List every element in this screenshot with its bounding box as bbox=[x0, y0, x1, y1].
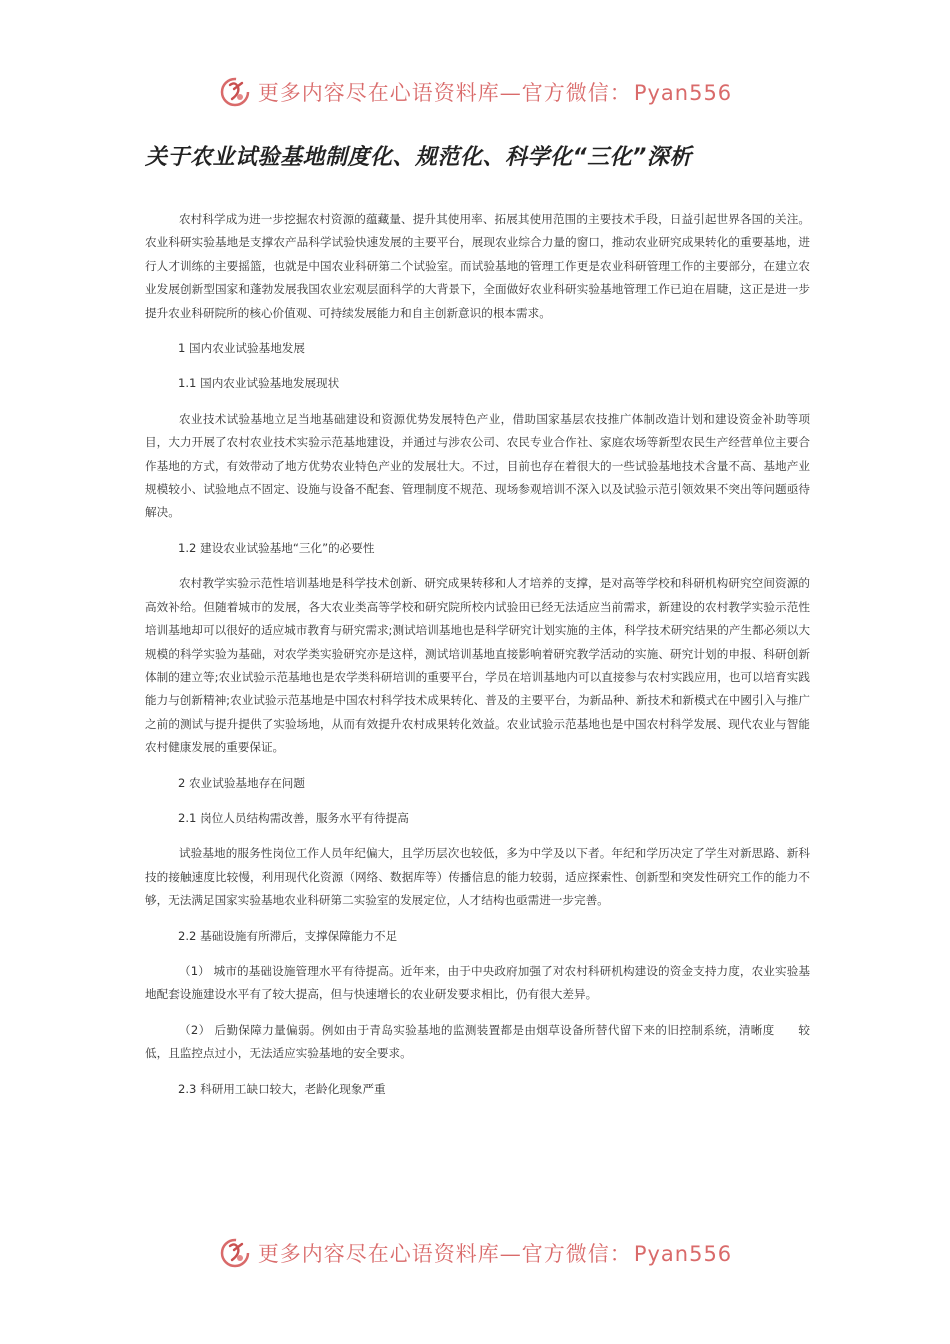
heading-2-3: 2.3 科研用工缺口较大，老龄化现象严重 bbox=[178, 1081, 386, 1096]
article-body bbox=[145, 208, 810, 1113]
paragraph-2-2-2: （2） 后勤保障力量偏弱。例如由于青岛实验基地的监测装置都是由烟草设备所替代留下来的旧控制系统，清晰度 较低，且监控点过小，无法适应实验基地的安全要求。 bbox=[145, 1022, 810, 1061]
paragraph-intro: 农村科学成为进一步挖掘农村资源的蕴藏量、提升其使用率、拓展其使用范围的主要技术手段，日益引起世界各国的关注。农业科研实验基地是支撑农产品科学试验快速发展的主要平台，展现农业综合力量的窗口，推动农业研究成果转化的重要基地，进行人才训练的主要摇篮，也就是中国农业科研第二个试验室。而试验基地的管理工作更是农业科研管理工作的主要部分，在建立农业发展创新型国家和蓬勃发展我国农业宏观层面科学的大背景下，全面做好农业科研实验基地管理工作已迫在眉睫，这正是进一步提升农业科研院所的核心价值观、可持续发展能力和自主创新意识的根本需求。 bbox=[145, 212, 810, 320]
heading-2-1: 2.1 岗位人员结构需改善，服务水平有待提高 bbox=[178, 810, 409, 825]
paragraph-1-1: 农业技术试验基地立足当地基础建设和资源优势发展特色产业，借助国家基层农技推广体制改造计划和建设资金补助等项目，大力开展了农村农业技术实验示范基地建设，并通过与涉农公司、农民专业合作社、家庭农场等新型农民生产经营单位主要合作基地的方式，有效带动了地方优势农业特色产业的发展壮大。不过，目前也存在着很大的一些试验基地技术含量不高、基地产业规模较小、试验地点不固定、设施与设备不配套、管理制度不规范、现场参观培训不深入以及试验示范引领效果不突出等问题亟待解决。 bbox=[145, 411, 810, 520]
header-banner bbox=[0, 70, 950, 114]
heading-2-2: 2.2 基础设施有所滞后，支撑保障能力不足 bbox=[178, 928, 398, 943]
footer-banner bbox=[0, 1231, 950, 1275]
paragraph-2-1: 试验基地的服务性岗位工作人员年纪偏大，且学历层次也较低，多为中学及以下者。年纪和学历决定了学生对新思路、新科技的接触速度比较慢，利用现代化资源（网络、数据库等）传播信息的能力较弱，适应探索性、创新型和突发性研究工作的能力不够，无法满足国家实验基地农业科研第二实验室的发展定位，人才结构也亟需进一步完善。 bbox=[145, 846, 810, 908]
paragraph-2-2-1: （1） 城市的基础设施管理水平有待提高。近年来，由于中央政府加强了对农村科研机构建设的资金支持力度，农业实验基地配套设施建设水平有了较大提高，但与快速增长的农业研发要求相比，仍有很大差异。 bbox=[145, 963, 810, 1002]
banner-text: 更多内容尽在心语资料库—官方微信：Pyan556 bbox=[257, 81, 733, 105]
logo-icon bbox=[218, 75, 252, 109]
heading-1-1: 1.1 国内农业试验基地发展现状 bbox=[178, 376, 340, 391]
heading-2: 2 农业试验基地存在问题 bbox=[178, 775, 305, 790]
heading-1-2: 1.2 建设农业试验基地“三化”的必要性 bbox=[178, 540, 375, 555]
paragraph-1-2: 农村教学实验示范性培训基地是科学技术创新、研究成果转移和人才培养的支撑，是对高等学校和科研机构研究空间资源的高效补给。但随着城市的发展，各大农业类高等学校和研究院所校内试验田已经无法适应当前需求，新建设的农村教学实验示范性培训基地却可以很好的适应城市教育与研究需求;测试培训基地也是科学研究计划实施的主体，科学技术研究结果的产生都必须以大规模的科学实验为基础，对农学类实验研究亦是这样，测试培训基地直接影响着研究教学活动的实施、研究计划的申报、科研创新体制的建立等;农业试验示范基地也是农学类科研培训的重要平台，学员在培训基地内可以直接参与农村实践应用，也可以培育实践能力与创新精神;农业试验示范基地是中国农村科学技术成果转化、普及的主要平台，为新品种、新技术和新模式在中國引入与推广之前的测试与提升提供了实验场地，从而有效提升农村成果转化效益。农业试验示范基地也是中国农村科学发展、现代农业与智能农村健康发展的重要保证。 bbox=[145, 576, 810, 755]
page-title: 关于农业试验基地制度化、规范化、科学化“三化”深析 bbox=[145, 145, 692, 170]
heading-1: 1 国内农业试验基地发展 bbox=[178, 341, 305, 356]
banner-text: 更多内容尽在心语资料库—官方微信：Pyan556 bbox=[257, 1242, 733, 1266]
logo-icon bbox=[218, 1236, 252, 1270]
